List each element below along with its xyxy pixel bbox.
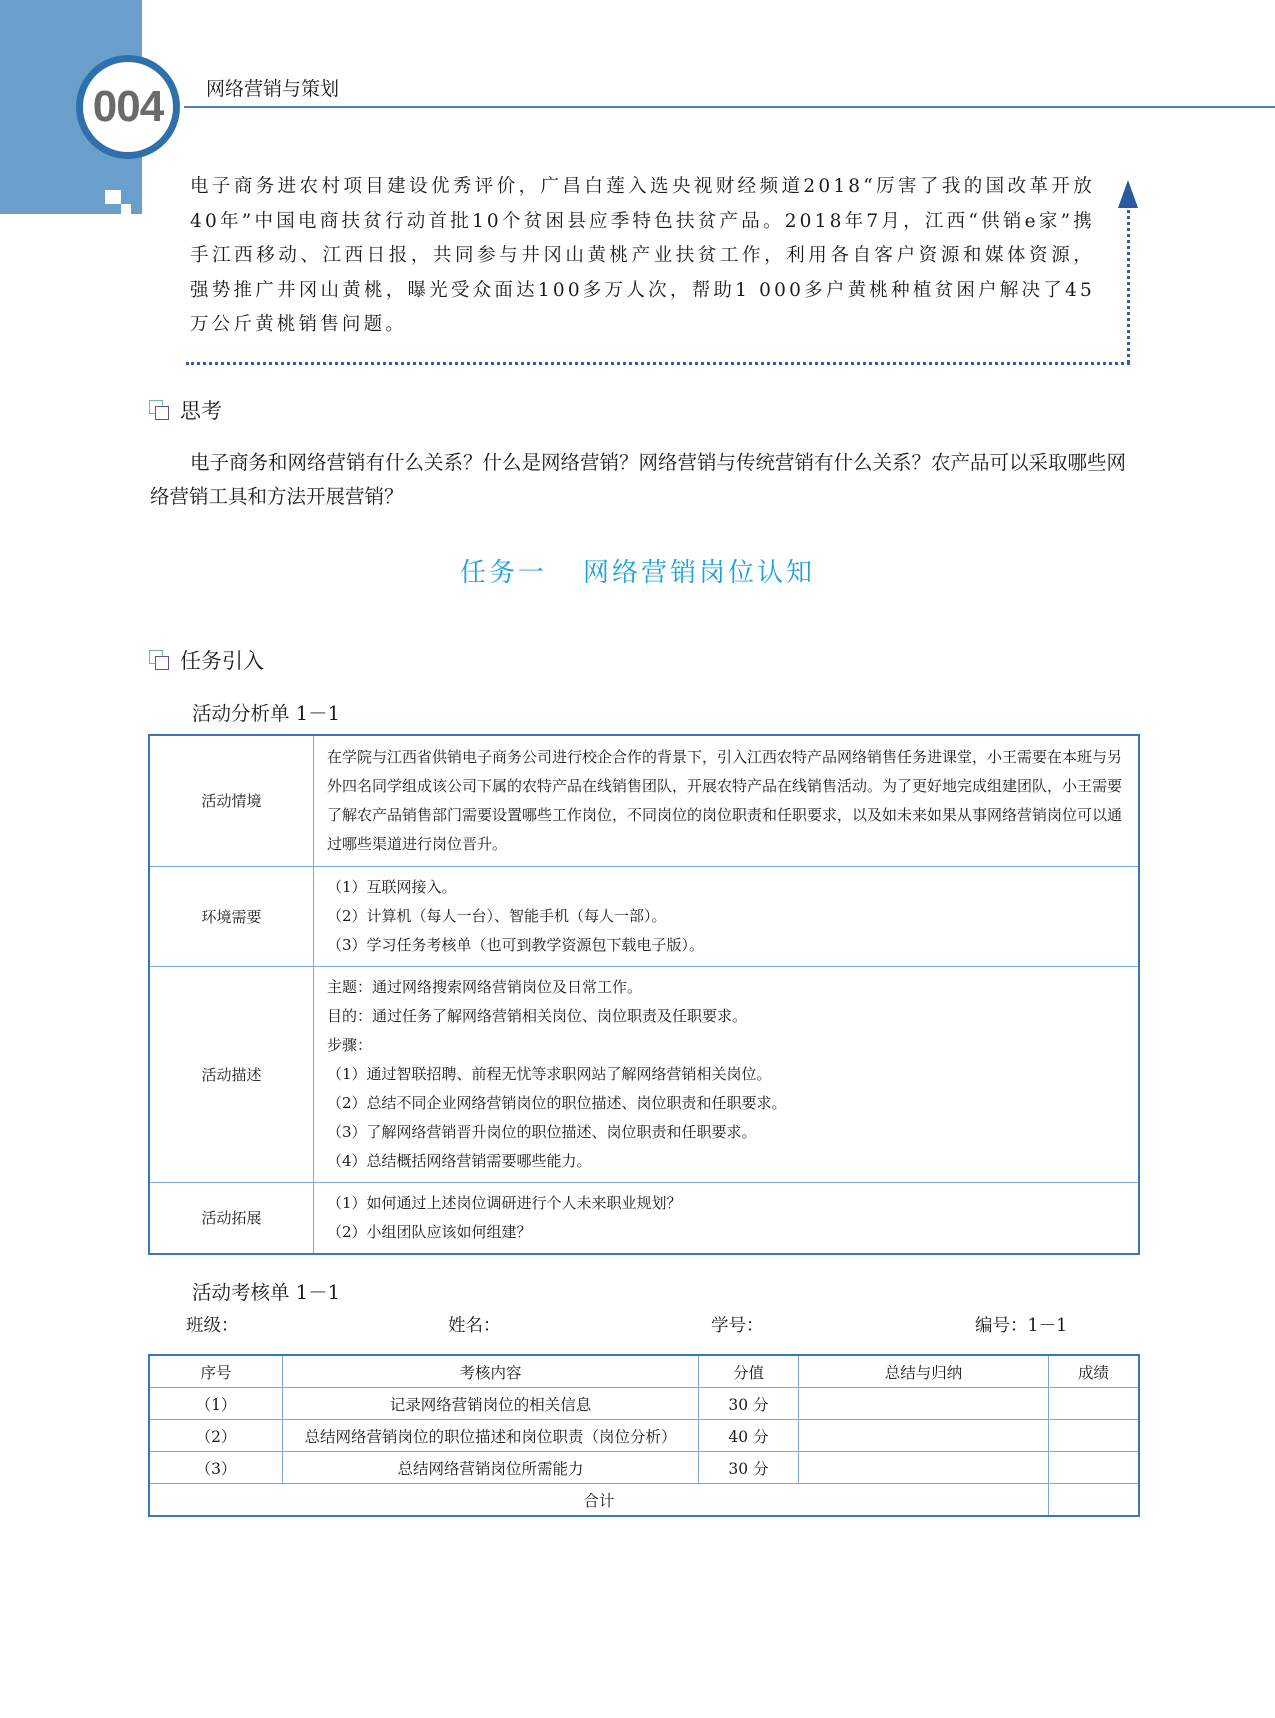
row-line: （2）计算机（每人一台）、智能手机（每人一部）。 [327,906,667,925]
task-heading [0,552,1275,589]
row-content [314,735,1140,866]
row-number: （2） [149,1420,283,1452]
row-line: 主题：通过网络搜索网络营销岗位及日常工作。 [327,977,643,996]
row-line: （3）了解网络营销晋升岗位的职位描述、岗位职责和任职要求。 [327,1122,757,1141]
row-summary-cell[interactable] [799,1388,1049,1420]
row-line: （1）通过智联招聘、前程无忧等求职网站了解网络营销相关岗位。 [327,1064,772,1083]
row-number: （1） [149,1388,283,1420]
row-line: （1）互联网接入。 [327,877,457,896]
row-label: 活动拓展 [149,1182,314,1254]
total-row [149,1484,1139,1517]
row-line: （4）总结概括网络营销需要哪些能力。 [327,1151,592,1170]
table-row [149,735,1139,866]
section-title-intro: 任务引入 [180,649,264,673]
row-score: 30 分 [699,1388,799,1420]
row-line: （1）如何通过上述岗位调研进行个人未来职业规划？ [327,1193,682,1212]
row-content: 记录网络营销岗位的相关信息 [283,1388,699,1420]
row-content [314,1182,1140,1254]
total-label: 合计 [149,1484,1049,1517]
row-content [314,966,1140,1182]
student-id-label: 学号： [711,1316,764,1336]
row-content: 总结网络营销岗位所需能力 [283,1452,699,1484]
table-row [149,866,1139,966]
activity-analysis-table [148,734,1140,1255]
name-label: 姓名： [448,1316,501,1336]
case-paragraph: 电子商务进农村项目建设优秀评价，广昌白莲入选央视财经频道2018“厉害了我的国改革开放40年”中国电商扶贫行动首批10个贫困县应季特色扶贫产品。2018年7月，江西“供销e家”携手江西移动、江西日报，共同参与井冈山黄桃产业扶贫工作，利用各自客户资源和媒体资源，强势推广井冈山黄桃，曝光受众面达100多万人次，帮助1 000多户黄桃种植贫困户解决了45万公斤黄桃销售问题。 [190,176,1095,335]
section-title-think: 思考 [180,399,222,423]
task-name: 网络营销岗位认知 [583,558,816,588]
table-row [149,1388,1139,1420]
header-rule [184,106,1275,108]
row-label: 环境需要 [149,866,314,966]
think-body: 电子商务和网络营销有什么关系？什么是网络营销？网络营销与传统营销有什么关系？农产品可以采取哪些网络营销工具和方法开展营销？ [150,451,1127,508]
row-grade-cell[interactable] [1049,1420,1140,1452]
header-cell: 序号 [149,1355,283,1388]
assessment-table [148,1354,1140,1517]
row-grade-cell[interactable] [1049,1452,1140,1484]
header-decor-square [105,190,121,204]
analysis-sheet-title: 活动分析单 1－1 [192,702,341,725]
row-label: 活动情境 [149,735,314,866]
table-header-row [149,1355,1139,1388]
row-line: 目的：通过任务了解网络营销相关岗位、岗位职责及任职要求。 [327,1006,748,1025]
row-content: 总结网络营销岗位的职位描述和岗位职责（岗位分析） [283,1420,699,1452]
header-cell: 总结与归纳 [799,1355,1049,1388]
page-number: 004 [92,82,164,131]
table-row [149,1452,1139,1484]
table-row [149,1182,1139,1254]
page-number-badge [76,55,180,159]
header-cell: 分值 [699,1355,799,1388]
row-line: （3）学习任务考核单（也可到教学资源包下载电子版）。 [327,935,705,954]
section-squares-icon [149,400,171,420]
table-row [149,966,1139,1182]
row-grade-cell[interactable] [1049,1388,1140,1420]
row-content [314,866,1140,966]
row-number: （3） [149,1452,283,1484]
case-box-dotted-border [186,362,1130,365]
row-summary-cell[interactable] [799,1420,1049,1452]
assessment-sheet-title: 活动考核单 1－1 [192,1281,341,1304]
row-summary-cell[interactable] [799,1452,1049,1484]
row-label: 活动描述 [149,966,314,1182]
header-cell: 考核内容 [283,1355,699,1388]
case-box-dotted-border [1127,205,1130,363]
section-squares-icon [149,650,171,670]
class-label: 班级： [186,1316,239,1336]
row-score: 40 分 [699,1420,799,1452]
row-line: （2）小组团队应该如何组建？ [327,1222,532,1241]
row-line: 在学院与江西省供销电子商务公司进行校企合作的背景下，引入江西农特产品网络销售任务进课堂，小王需要在本班与另外四名同学组成该公司下属的农特产品在线销售团队，开展农特产品在线销售活动。为了更好地完成组建团队，小王需要了解农产品销售部门需要设置哪些工作岗位，不同岗位的岗位职责和任职要求，以及如未来如果从事网络营销岗位可以通过哪些渠道进行岗位晋升。 [327,747,1123,853]
row-line: （2）总结不同企业网络营销岗位的职位描述、岗位职责和任职要求。 [327,1093,787,1112]
header-decor-square [121,204,131,214]
total-grade-cell[interactable] [1049,1484,1140,1517]
row-line: 步骤： [327,1035,373,1054]
header-cell: 成绩 [1049,1355,1140,1388]
code-label: 编号：1－1 [975,1316,1068,1336]
table-row [149,1420,1139,1452]
task-number: 任务一 [459,558,547,588]
book-title: 网络营销与策划 [206,78,340,100]
arrow-up-icon [1118,180,1138,208]
row-score: 30 分 [699,1452,799,1484]
